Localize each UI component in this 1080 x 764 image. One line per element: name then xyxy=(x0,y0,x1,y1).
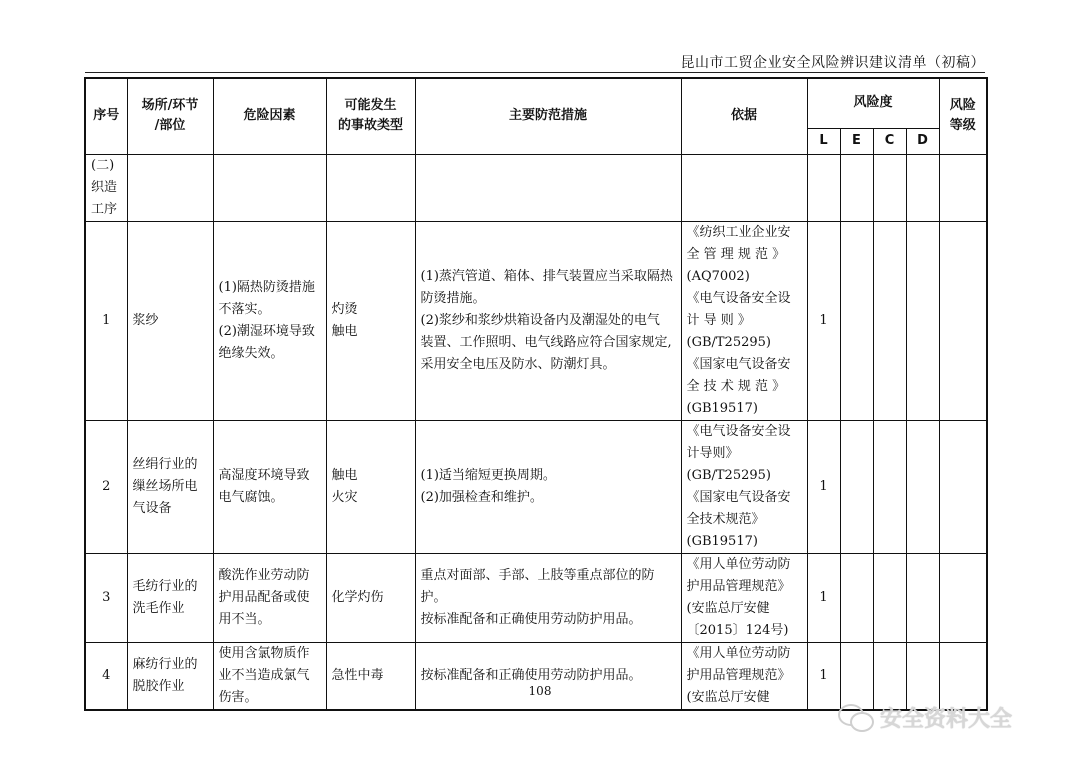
cell-no: 4 xyxy=(85,642,127,710)
col-header-accident xyxy=(326,78,415,154)
cell-line: 绝缘失效。 xyxy=(218,345,284,361)
col-header-level-line: 风险 xyxy=(949,98,976,114)
section-title: (二)织造工序 xyxy=(85,154,127,221)
section-cell xyxy=(939,154,987,221)
col-header-D: D xyxy=(906,128,939,154)
col-header-place xyxy=(127,78,213,154)
cell-E xyxy=(840,553,873,642)
section-row xyxy=(85,154,987,221)
col-header-no: 序号 xyxy=(85,78,127,154)
cell-line: 电气腐蚀。 xyxy=(218,489,284,505)
section-cell xyxy=(681,154,807,221)
cell-line: 护用品管理规范》 xyxy=(686,578,791,594)
cell-line: 触电 xyxy=(331,323,358,339)
col-header-accident-line: 可能发生 xyxy=(344,98,397,114)
cell-basis xyxy=(681,221,807,420)
cell-accident xyxy=(326,420,415,553)
cell-line: 《国家电气设备安 xyxy=(686,489,791,505)
watermark xyxy=(838,700,1012,734)
cell-line: 全技术规范》 xyxy=(686,511,765,527)
cell-line: 缫丝场所电 xyxy=(132,478,198,494)
cell-line: 防烫措施。 xyxy=(420,290,486,306)
cell-line: (安监总厅安健 xyxy=(686,689,770,705)
cell-line: 装置、工作照明、电气线路应符合国家规定, xyxy=(420,334,672,350)
cell-line: 《用人单位劳动防 xyxy=(686,645,791,661)
cell-basis xyxy=(681,553,807,642)
document-header-title: 昆山市工贸企业安全风险辨识建议清单（初稿） xyxy=(680,55,985,71)
cell-no: 1 xyxy=(85,221,127,420)
wechat-icon xyxy=(838,702,874,732)
col-header-L: L xyxy=(807,128,840,154)
cell-D xyxy=(906,420,939,553)
cell-L: 1 xyxy=(807,553,840,642)
cell-line: (GB/T25295) xyxy=(686,467,771,483)
section-cell xyxy=(415,154,681,221)
cell-C xyxy=(873,221,906,420)
cell-line: 高湿度环境导致 xyxy=(218,467,310,483)
cell-line: 伤害。 xyxy=(218,689,258,705)
col-header-accident-line: 的事故类型 xyxy=(337,118,403,134)
watermark-text: 安全资料大全 xyxy=(880,706,1013,732)
cell-measures xyxy=(415,420,681,553)
cell-D xyxy=(906,221,939,420)
cell-basis xyxy=(681,420,807,553)
cell-line: (AQ7002) xyxy=(686,268,750,284)
cell-place xyxy=(127,221,213,420)
cell-line: 业不当造成氯气 xyxy=(218,667,310,683)
cell-line: (2)潮湿环境导致 xyxy=(218,323,315,339)
col-header-basis: 依据 xyxy=(681,78,807,154)
cell-D xyxy=(906,553,939,642)
cell-line: (1)隔热防烫措施 xyxy=(218,279,315,295)
section-cell xyxy=(326,154,415,221)
cell-line: 气设备 xyxy=(132,500,172,516)
section-cell xyxy=(840,154,873,221)
cell-line: 《用人单位劳动防 xyxy=(686,556,791,572)
cell-measures xyxy=(415,553,681,642)
cell-line: 《纺织工业企业安 xyxy=(686,224,791,240)
cell-line: 《电气设备安全设 xyxy=(686,423,791,439)
cell-line: 护用品管理规范》 xyxy=(686,667,791,683)
table-row xyxy=(85,420,987,553)
cell-line: 麻纺行业的 xyxy=(132,656,198,672)
cell-line: (安监总厅安健 xyxy=(686,600,770,616)
cell-line: 脱胶作业 xyxy=(132,678,185,694)
cell-line: 计 导 则 》 xyxy=(686,312,751,328)
cell-E xyxy=(840,221,873,420)
cell-accident xyxy=(326,553,415,642)
cell-line: 化学灼伤 xyxy=(331,589,384,605)
cell-line: 洗毛作业 xyxy=(132,600,185,616)
cell-line: (2)浆纱和浆纱烘箱设备内及潮湿处的电气 xyxy=(420,312,660,328)
col-header-risk: 风险度 xyxy=(807,78,939,128)
cell-L: 1 xyxy=(807,221,840,420)
cell-line: (GB19517) xyxy=(686,533,758,549)
cell-line: 火灾 xyxy=(331,489,358,505)
cell-hazard xyxy=(213,420,326,553)
cell-line: 使用含氯物质作 xyxy=(218,645,310,661)
page-number: 108 xyxy=(528,684,552,698)
col-header-level xyxy=(939,78,987,154)
cell-accident xyxy=(326,221,415,420)
cell-L: 1 xyxy=(807,642,840,710)
cell-line: 计导则》 xyxy=(686,445,739,461)
cell-L: 1 xyxy=(807,420,840,553)
cell-line: 《电气设备安全设 xyxy=(686,290,791,306)
cell-line: 全 管 理 规 范 》 xyxy=(686,246,786,262)
cell-line: 〔2015〕124号) xyxy=(686,622,789,638)
cell-accident xyxy=(326,642,415,710)
section-cell xyxy=(127,154,213,221)
cell-level xyxy=(939,553,987,642)
cell-line: (1)蒸汽管道、箱体、排气装置应当采取隔热 xyxy=(420,268,673,284)
cell-line: 灼烫 xyxy=(331,301,358,317)
cell-no: 3 xyxy=(85,553,127,642)
cell-level xyxy=(939,221,987,420)
table-row xyxy=(85,221,987,420)
cell-E xyxy=(840,420,873,553)
cell-C xyxy=(873,553,906,642)
cell-line: 浆纱 xyxy=(132,312,159,328)
risk-table xyxy=(84,77,988,711)
cell-place xyxy=(127,553,213,642)
cell-line: (GB19517) xyxy=(686,400,758,416)
col-header-level-line: 等级 xyxy=(949,118,976,134)
cell-hazard xyxy=(213,221,326,420)
cell-basis xyxy=(681,642,807,710)
cell-line: 《国家电气设备安 xyxy=(686,356,791,372)
cell-line: 全 技 术 规 范 》 xyxy=(686,378,786,394)
cell-line: 采用安全电压及防水、防潮灯具。 xyxy=(420,356,616,372)
header-row xyxy=(85,78,987,128)
cell-line: 急性中毒 xyxy=(331,667,384,683)
cell-line: 丝绢行业的 xyxy=(132,456,198,472)
cell-line: 用不当。 xyxy=(218,611,271,627)
cell-line: 酸洗作业劳动防 xyxy=(218,567,310,583)
cell-measures xyxy=(415,221,681,420)
cell-line: 不落实。 xyxy=(218,301,271,317)
cell-measures xyxy=(415,642,681,710)
col-header-place-line: 场所/环节 xyxy=(141,98,199,114)
section-cell xyxy=(873,154,906,221)
cell-line: 重点对面部、手部、上肢等重点部位的防护。 xyxy=(420,567,655,605)
cell-hazard xyxy=(213,553,326,642)
cell-line: 触电 xyxy=(331,467,358,483)
cell-place xyxy=(127,420,213,553)
section-cell xyxy=(906,154,939,221)
cell-no: 2 xyxy=(85,420,127,553)
cell-line: 按标准配备和正确使用劳动防护用品。 xyxy=(420,611,642,627)
cell-level xyxy=(939,420,987,553)
cell-hazard xyxy=(213,642,326,710)
cell-line: (2)加强检查和维护。 xyxy=(420,489,543,505)
table-row xyxy=(85,553,987,642)
col-header-E: E xyxy=(840,128,873,154)
cell-line: (GB/T25295) xyxy=(686,334,771,350)
cell-line: (1)适当缩短更换周期。 xyxy=(420,467,556,483)
header-rule xyxy=(85,72,985,73)
cell-line: 毛纺行业的 xyxy=(132,578,198,594)
section-cell xyxy=(807,154,840,221)
col-header-C: C xyxy=(873,128,906,154)
col-header-hazard: 危险因素 xyxy=(213,78,326,154)
cell-line: 按标准配备和正确使用劳动防护用品。 xyxy=(420,667,642,683)
cell-place xyxy=(127,642,213,710)
cell-C xyxy=(873,420,906,553)
col-header-place-line: /部位 xyxy=(154,118,186,134)
col-header-measures: 主要防范措施 xyxy=(415,78,681,154)
cell-line: 护用品配备或使 xyxy=(218,589,310,605)
section-cell xyxy=(213,154,326,221)
